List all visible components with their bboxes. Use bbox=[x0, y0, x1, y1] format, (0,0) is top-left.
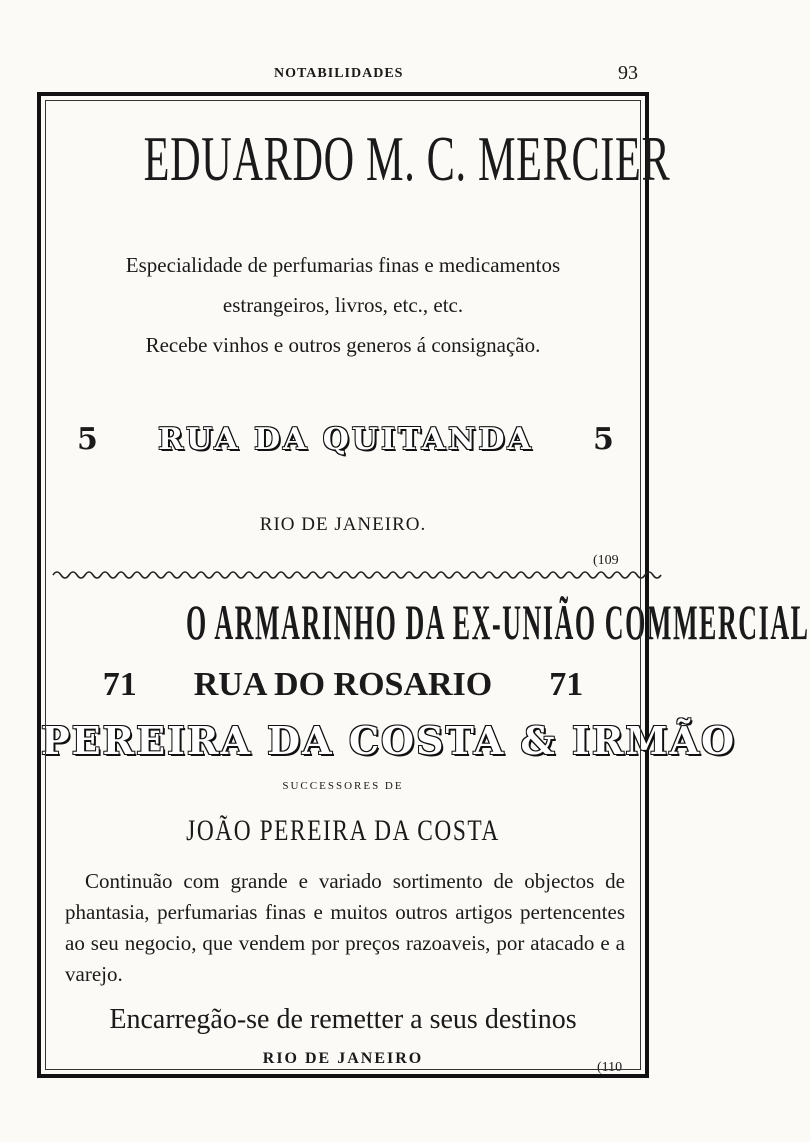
delivery-notice: Encarregão-se de remetter a seus destinos bbox=[109, 1004, 577, 1035]
page-header bbox=[0, 62, 725, 86]
merchant-name: EDUARDO M. C. MERCIER bbox=[143, 123, 671, 194]
advertisement-frame bbox=[37, 92, 810, 1078]
firm-name: PEREIRA DA COSTA & IRMÃO bbox=[41, 718, 737, 763]
running-title: NOTABILIDADES bbox=[274, 66, 404, 81]
street-number-right: 71 bbox=[549, 666, 584, 703]
ad2-reference: (110 bbox=[597, 1060, 623, 1075]
ad1-line-3: Recebe vinhos e outros generos á consignação. bbox=[145, 333, 541, 357]
ad1-line-1: Especialidade de perfumarias finas e medicamentos bbox=[125, 253, 561, 277]
shop-title: O ARMARINHO DA EX-UNIÃO COMMERCIAL bbox=[185, 594, 810, 650]
street-number-right: 5 bbox=[593, 422, 614, 457]
street-number-left: 71 bbox=[102, 666, 137, 703]
street-number-left: 5 bbox=[77, 422, 98, 457]
wavy-divider bbox=[53, 566, 633, 584]
page-number: 93 bbox=[618, 62, 638, 84]
ad1-reference: (109 bbox=[593, 553, 619, 568]
predecessor-name: JOÃO PEREIRA DA COSTA bbox=[186, 814, 500, 847]
ad2-street-line bbox=[41, 666, 645, 704]
successors-label: SUCCESSORES DE bbox=[282, 780, 404, 792]
ad1-street: RUA DA QUITANDA bbox=[158, 422, 534, 457]
ad1-line-2: estrangeiros, livros, etc., etc. bbox=[222, 293, 464, 317]
ad2-city: RIO DE JANEIRO bbox=[262, 1050, 424, 1067]
ad2-body: Continuão com grande e variado sortimento de objectos de phantasia, perfumarias finas e muitos outros artigos pertencentes ao seu negocio, que vendem por preços razoaveis, por atacado e a varejo. bbox=[65, 869, 625, 986]
ad2-street: RUA DO ROSARIO bbox=[193, 666, 493, 703]
ad1-city: RIO DE JANEIRO. bbox=[259, 514, 427, 535]
